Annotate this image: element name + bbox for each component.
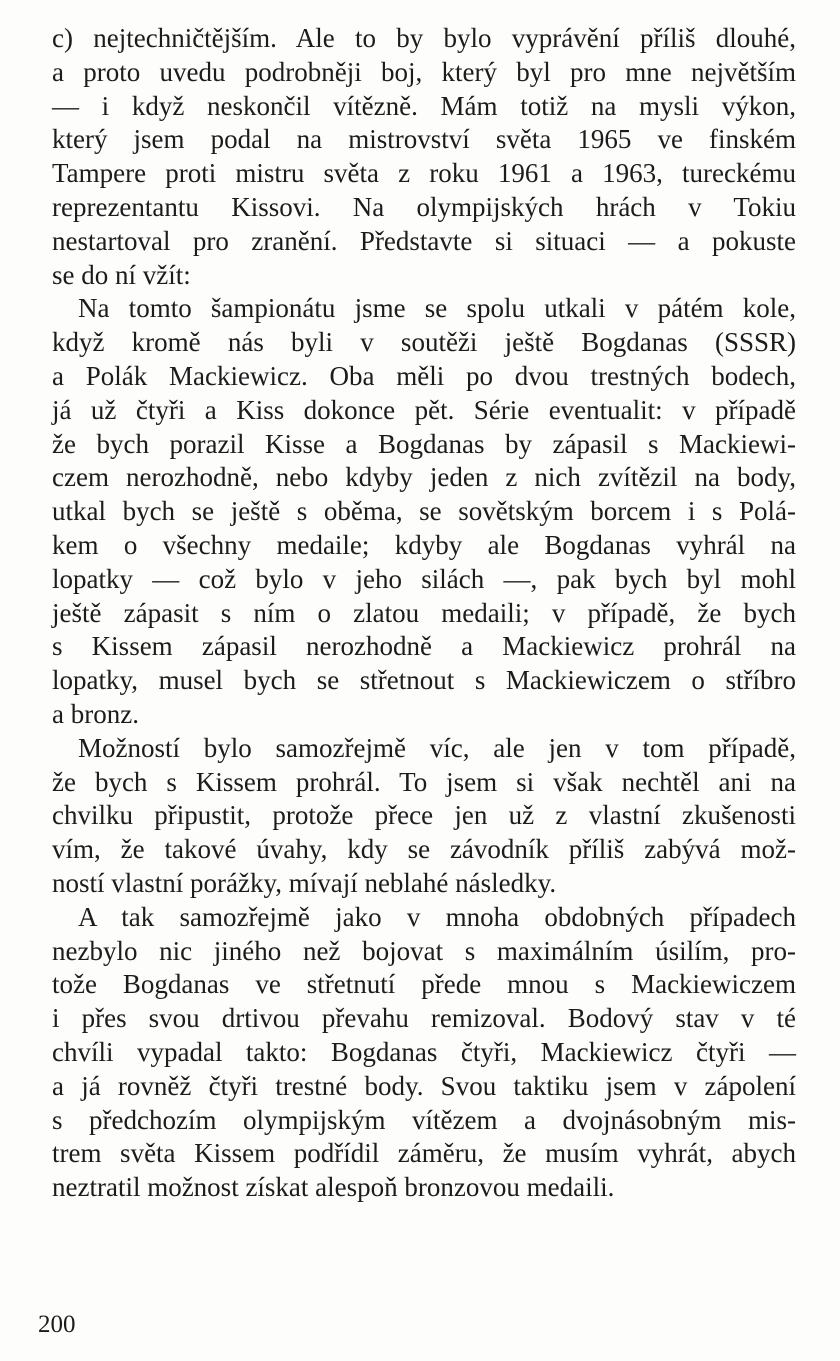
text-line: i přes svou drtivou převahu remizoval. Bodový stav v té xyxy=(52,1003,796,1034)
text-line: ností vlastní porážky, mívají neblahé následky. xyxy=(52,867,557,898)
text-line: Na tomto šampionátu jsme se spolu utkali v pátém kole, xyxy=(78,293,796,324)
text-line: chvilku připustit, protože přece jen už z vlastní zkušenosti xyxy=(52,800,796,831)
text-line: kem o všechny medaile; kdyby ale Bogdanas vyhrál na xyxy=(52,529,796,560)
text-line: nestartoval pro zranění. Představte si situaci — a pokuste xyxy=(52,225,796,256)
text-line: Tampere proti mistru světa z roku 1961 a 1963, tureckému xyxy=(52,158,796,189)
text-line: tože Bogdanas ve střetnutí přede mnou s Mackiewiczem xyxy=(52,969,796,1000)
text-line: lopatky — což bylo v jeho silách —, pak bych byl mohl xyxy=(52,563,796,594)
text-line: — i když neskončil vítězně. Mám totiž na mysli výkon, xyxy=(52,90,796,121)
text-line: a proto uvedu podrobněji boj, který byl pro mne největším xyxy=(52,56,796,87)
text-line: vím, že takové úvahy, kdy se závodník příliš zabývá mož- xyxy=(52,834,796,865)
page-number: 200 xyxy=(38,1311,76,1338)
text-line: který jsem podal na mistrovství světa 1965 ve finském xyxy=(52,124,796,155)
paragraph xyxy=(52,901,796,1205)
text-line: A tak samozřejmě jako v mnoha obdobných případech xyxy=(78,901,796,932)
text-line: Možností bylo samozřejmě víc, ale jen v tom případě, xyxy=(78,732,796,763)
text-line: neztratil možnost získat alespoň bronzovou medaili. xyxy=(52,1172,615,1203)
text-line: a Polák Mackiewicz. Oba měli po dvou trestných bodech, xyxy=(52,360,796,391)
text-line: se do ní vžít: xyxy=(52,259,191,290)
text-line: reprezentantu Kissovi. Na olympijských hrách v Tokiu xyxy=(52,191,796,222)
text-line: c) nejtechničtějším. Ale to by bylo vyprávění příliš dlouhé, xyxy=(52,23,796,53)
body-text xyxy=(52,22,796,1205)
text-line: já už čtyři a Kiss dokonce pět. Série eventualit: v případě xyxy=(52,394,796,425)
text-line: czem nerozhodně, nebo kdyby jeden z nich zvítězil na body, xyxy=(52,462,796,493)
text-line: utkal bych se ještě s oběma, se sovětským borcem i s Polá- xyxy=(52,496,796,527)
text-line: lopatky, musel bych se střetnout s Mackiewiczem o stříbro xyxy=(52,665,796,696)
text-line: trem světa Kissem podřídil záměru, že musím vyhrát, abych xyxy=(52,1138,796,1169)
text-line: že bych s Kissem prohrál. To jsem si však nechtěl ani na xyxy=(52,766,796,797)
text-line: a bronz. xyxy=(52,698,139,729)
paragraph xyxy=(52,292,796,731)
paragraph xyxy=(52,22,796,292)
text-line: chvíli vypadal takto: Bogdanas čtyři, Mackiewicz čtyři — xyxy=(52,1036,796,1067)
text-line: ještě zápasit s ním o zlatou medaili; v případě, že bych xyxy=(52,597,796,628)
text-line: a já rovněž čtyři trestné body. Svou taktiku jsem v zápolení xyxy=(52,1070,796,1101)
text-line: s předchozím olympijským vítězem a dvojnásobným mis- xyxy=(52,1104,796,1135)
text-line: že bych porazil Kisse a Bogdanas by zápasil s Mackiewi- xyxy=(52,428,796,459)
paragraph xyxy=(52,732,796,901)
text-line: nezbylo nic jiného než bojovat s maximálním úsilím, pro- xyxy=(52,935,796,966)
text-line: s Kissem zápasil nerozhodně a Mackiewicz prohrál na xyxy=(52,631,796,662)
text-line: když kromě nás byli v soutěži ještě Bogdanas (SSSR) xyxy=(52,327,796,358)
